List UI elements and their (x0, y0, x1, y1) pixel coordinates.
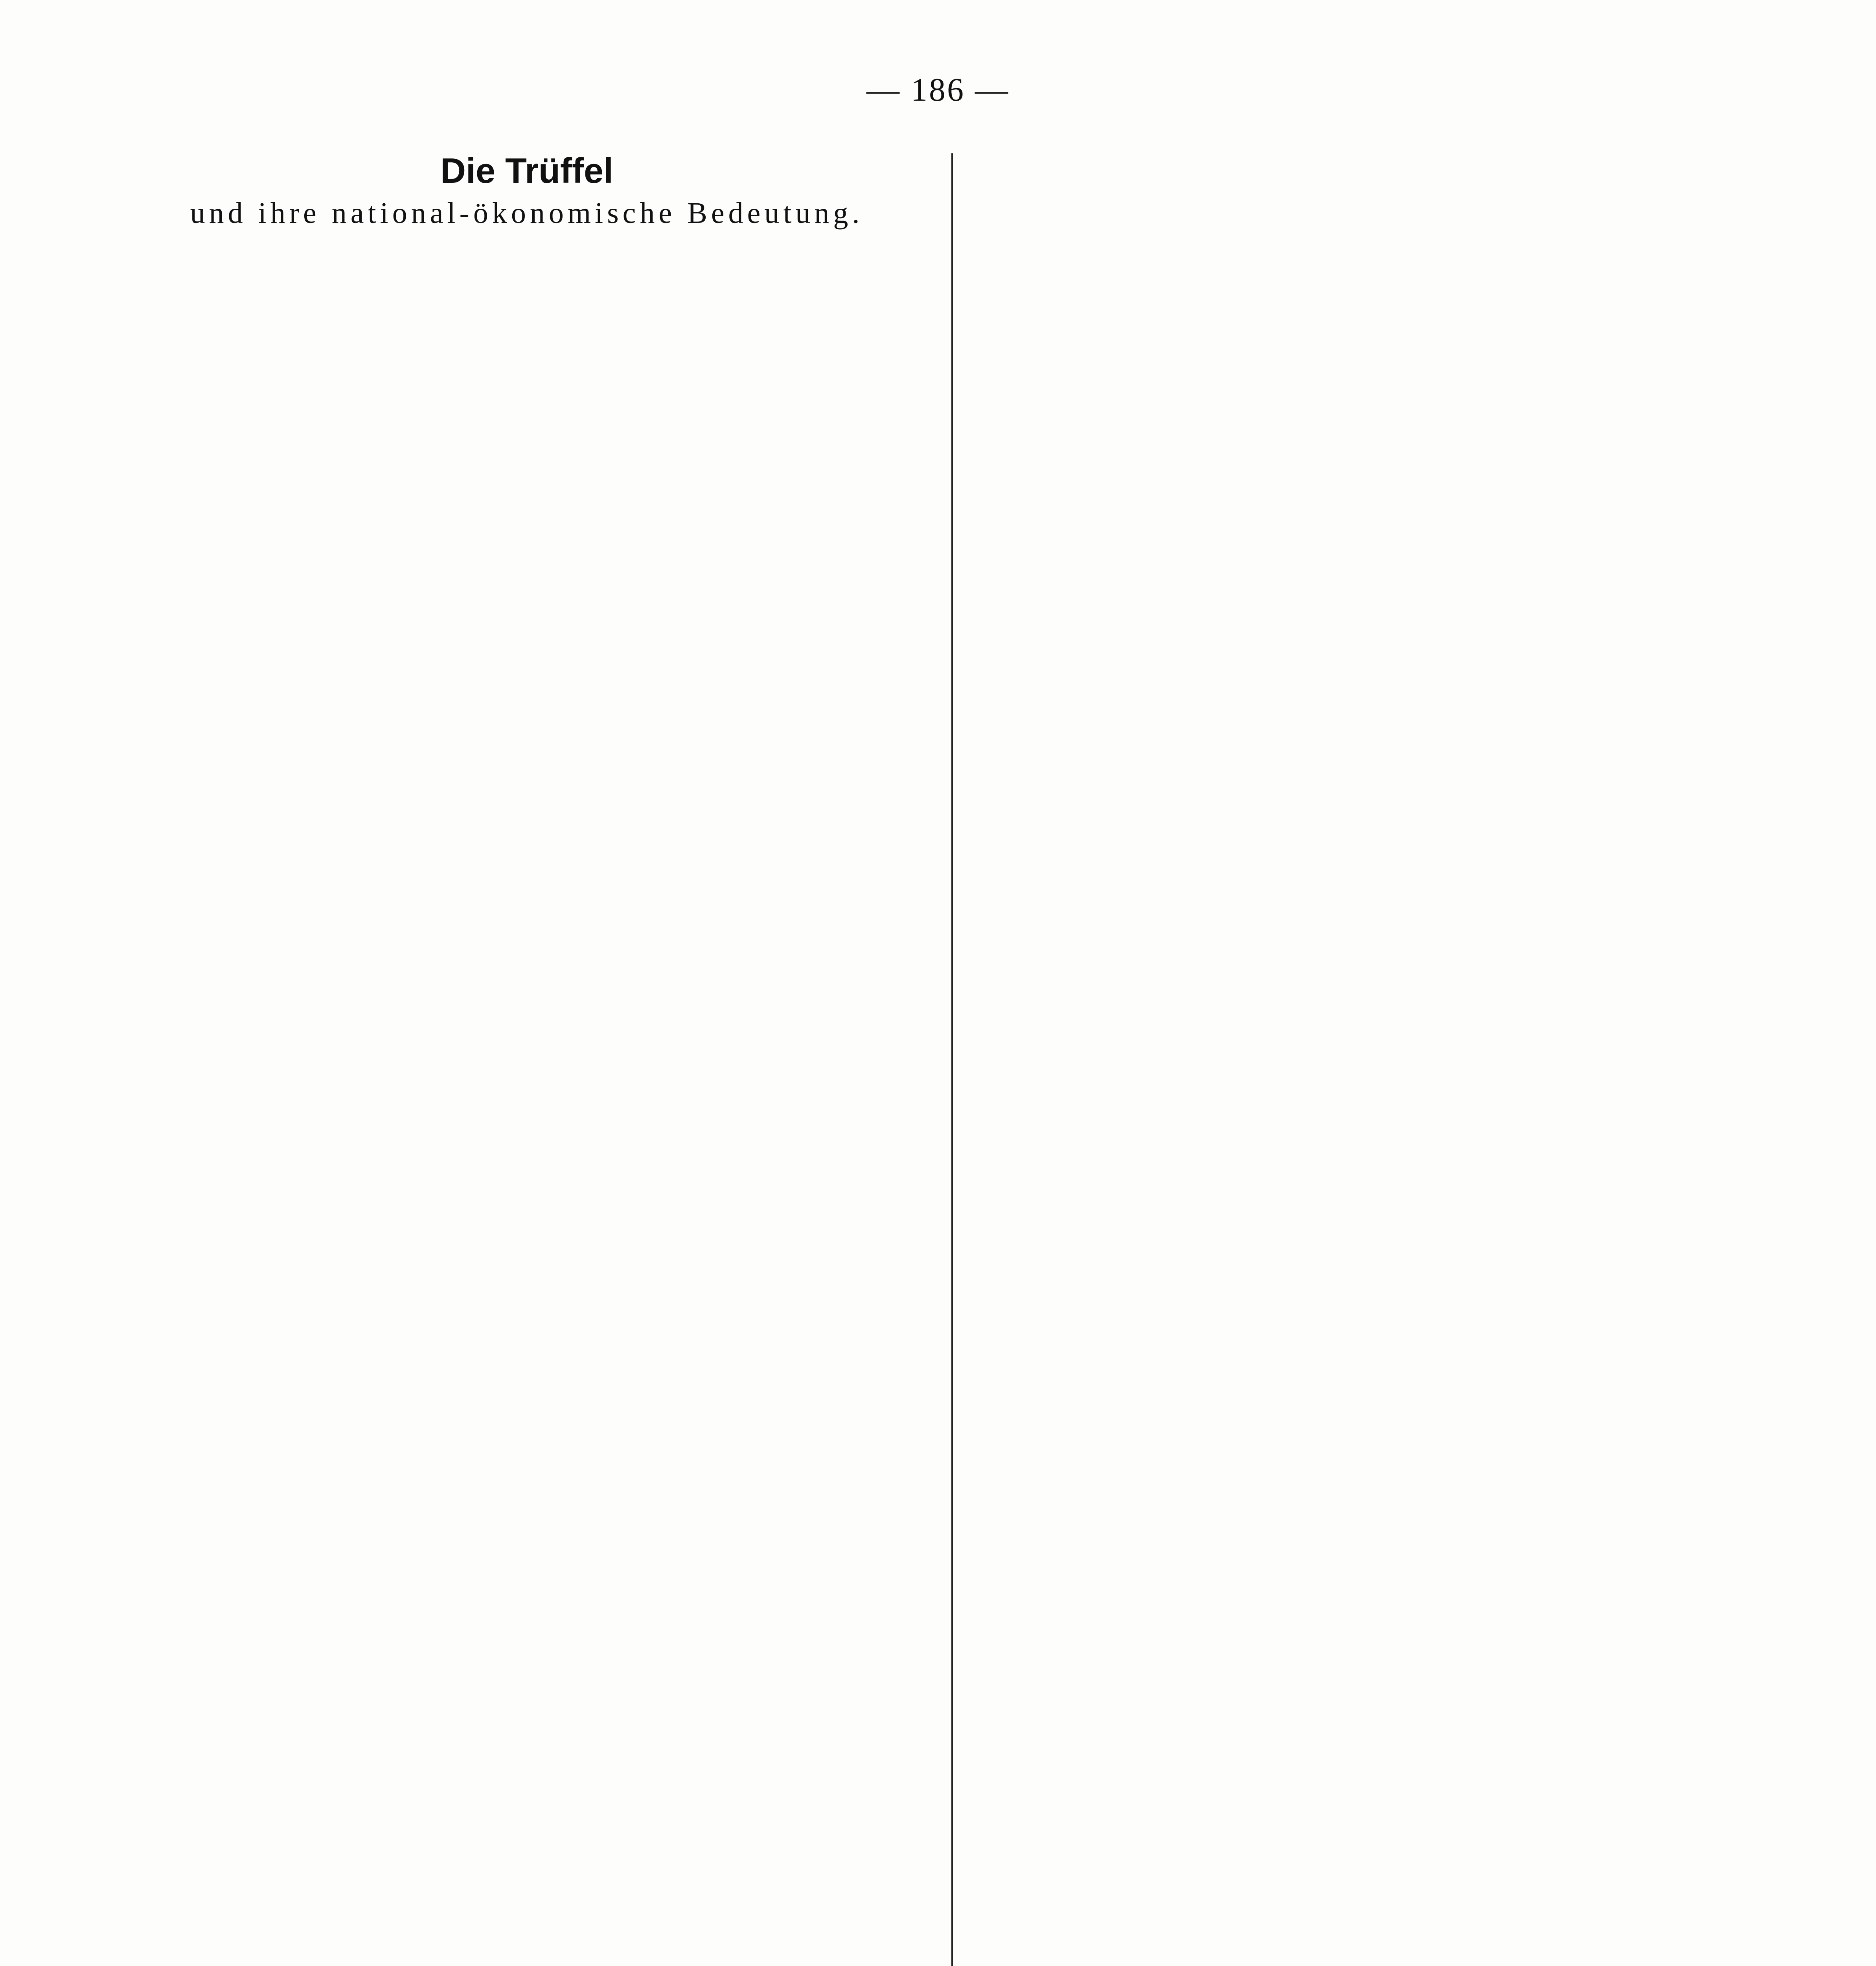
left-column (118, 149, 936, 1966)
article-title: Die Trüffel (440, 151, 614, 191)
article-subtitle: und ihre national-ökonomische Bedeutung. (190, 197, 864, 230)
page-number: — 186 — (866, 72, 1010, 108)
column-divider (951, 153, 953, 1966)
right-column (967, 149, 1785, 1966)
